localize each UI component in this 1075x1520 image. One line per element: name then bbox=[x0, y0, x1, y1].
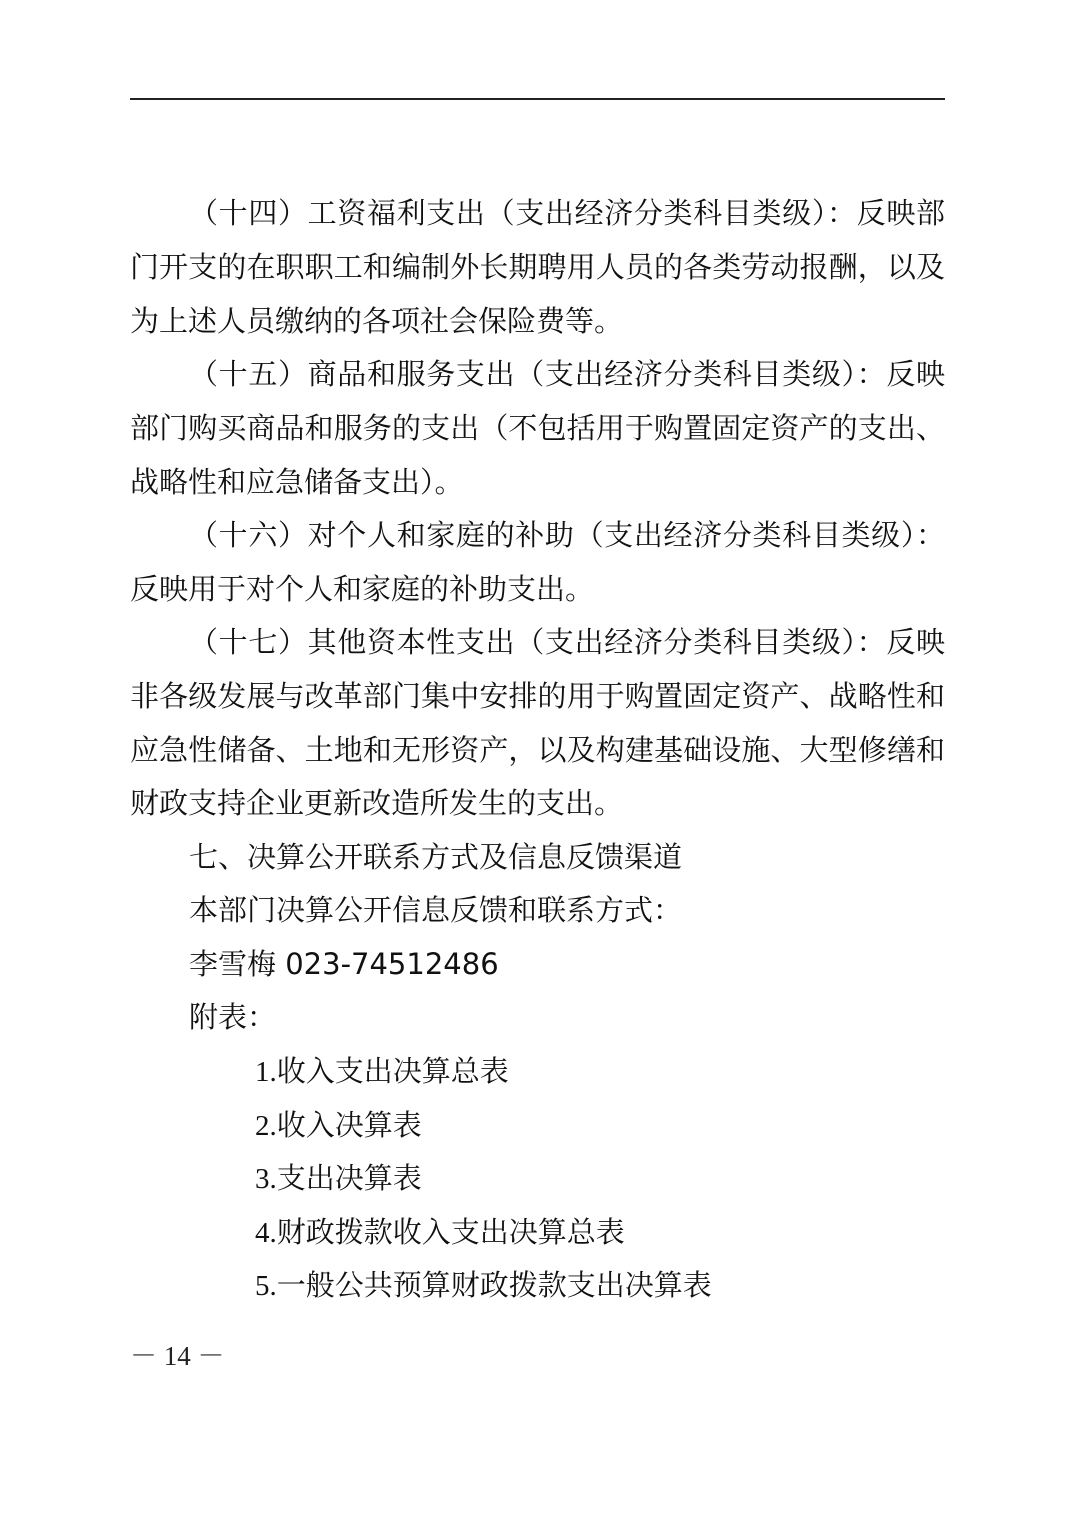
attachment-title: 支出决算表 bbox=[276, 1161, 422, 1195]
attachment-number: 2. bbox=[255, 1110, 277, 1142]
attachment-item bbox=[255, 1159, 422, 1197]
attachment-number: 1. bbox=[255, 1056, 277, 1088]
paragraph-16-line-1: （十六）对个人和家庭的补助（支出经济分类科目类级）： bbox=[189, 518, 945, 552]
attachment-title: 收入支出决算总表 bbox=[276, 1054, 509, 1088]
attachment-title: 收入决算表 bbox=[276, 1108, 422, 1142]
paragraph-15-line-3: 战略性和应急储备支出）。 bbox=[130, 465, 464, 499]
attachment-title: 一般公共预算财政拨款支出决算表 bbox=[276, 1268, 712, 1302]
paragraph-17-line-4: 财政支持企业更新改造所发生的支出。 bbox=[130, 786, 624, 820]
paragraph-14-line-3: 为上述人员缴纳的各项社会保险费等。 bbox=[130, 304, 624, 338]
paragraph-14-line-2: 门开支的在职职工和编制外长期聘用人员的各类劳动报酬，以及 bbox=[130, 250, 945, 284]
attachments-label: 附表： bbox=[189, 1000, 277, 1034]
attachment-title: 财政拨款收入支出决算总表 bbox=[276, 1215, 625, 1249]
paragraph-16-line-2: 反映用于对个人和家庭的补助支出。 bbox=[130, 572, 595, 606]
paragraph-17-line-2: 非各级发展与改革部门集中安排的用于购置固定资产、战略性和 bbox=[130, 679, 945, 713]
paragraph-14-line-1: （十四）工资福利支出（支出经济分类科目类级）：反映部 bbox=[189, 196, 945, 230]
paragraph-15-line-2: 部门购买商品和服务的支出（不包括用于购置固定资产的支出、 bbox=[130, 411, 945, 445]
paragraph-15-line-1: （十五）商品和服务支出（支出经济分类科目类级）：反映 bbox=[189, 357, 945, 391]
attachment-number: 4. bbox=[255, 1217, 277, 1249]
page-number: － 14 － bbox=[130, 1341, 225, 1371]
attachment-number: 3. bbox=[255, 1163, 277, 1195]
attachment-item bbox=[255, 1106, 422, 1144]
attachment-item bbox=[255, 1052, 509, 1090]
attachment-item bbox=[255, 1213, 625, 1251]
header-rule bbox=[130, 98, 945, 100]
contact-line: 李雪梅 023-74512486 bbox=[189, 947, 499, 981]
contact-intro: 本部门决算公开信息反馈和联系方式： bbox=[189, 893, 683, 927]
paragraph-17-line-3: 应急性储备、土地和无形资产，以及构建基础设施、大型修缮和 bbox=[130, 733, 945, 767]
section-heading: 七、决算公开联系方式及信息反馈渠道 bbox=[189, 840, 683, 874]
attachment-number: 5. bbox=[255, 1270, 277, 1302]
paragraph-17-line-1: （十七）其他资本性支出（支出经济分类科目类级）：反映 bbox=[189, 625, 945, 659]
attachment-item bbox=[255, 1266, 712, 1304]
